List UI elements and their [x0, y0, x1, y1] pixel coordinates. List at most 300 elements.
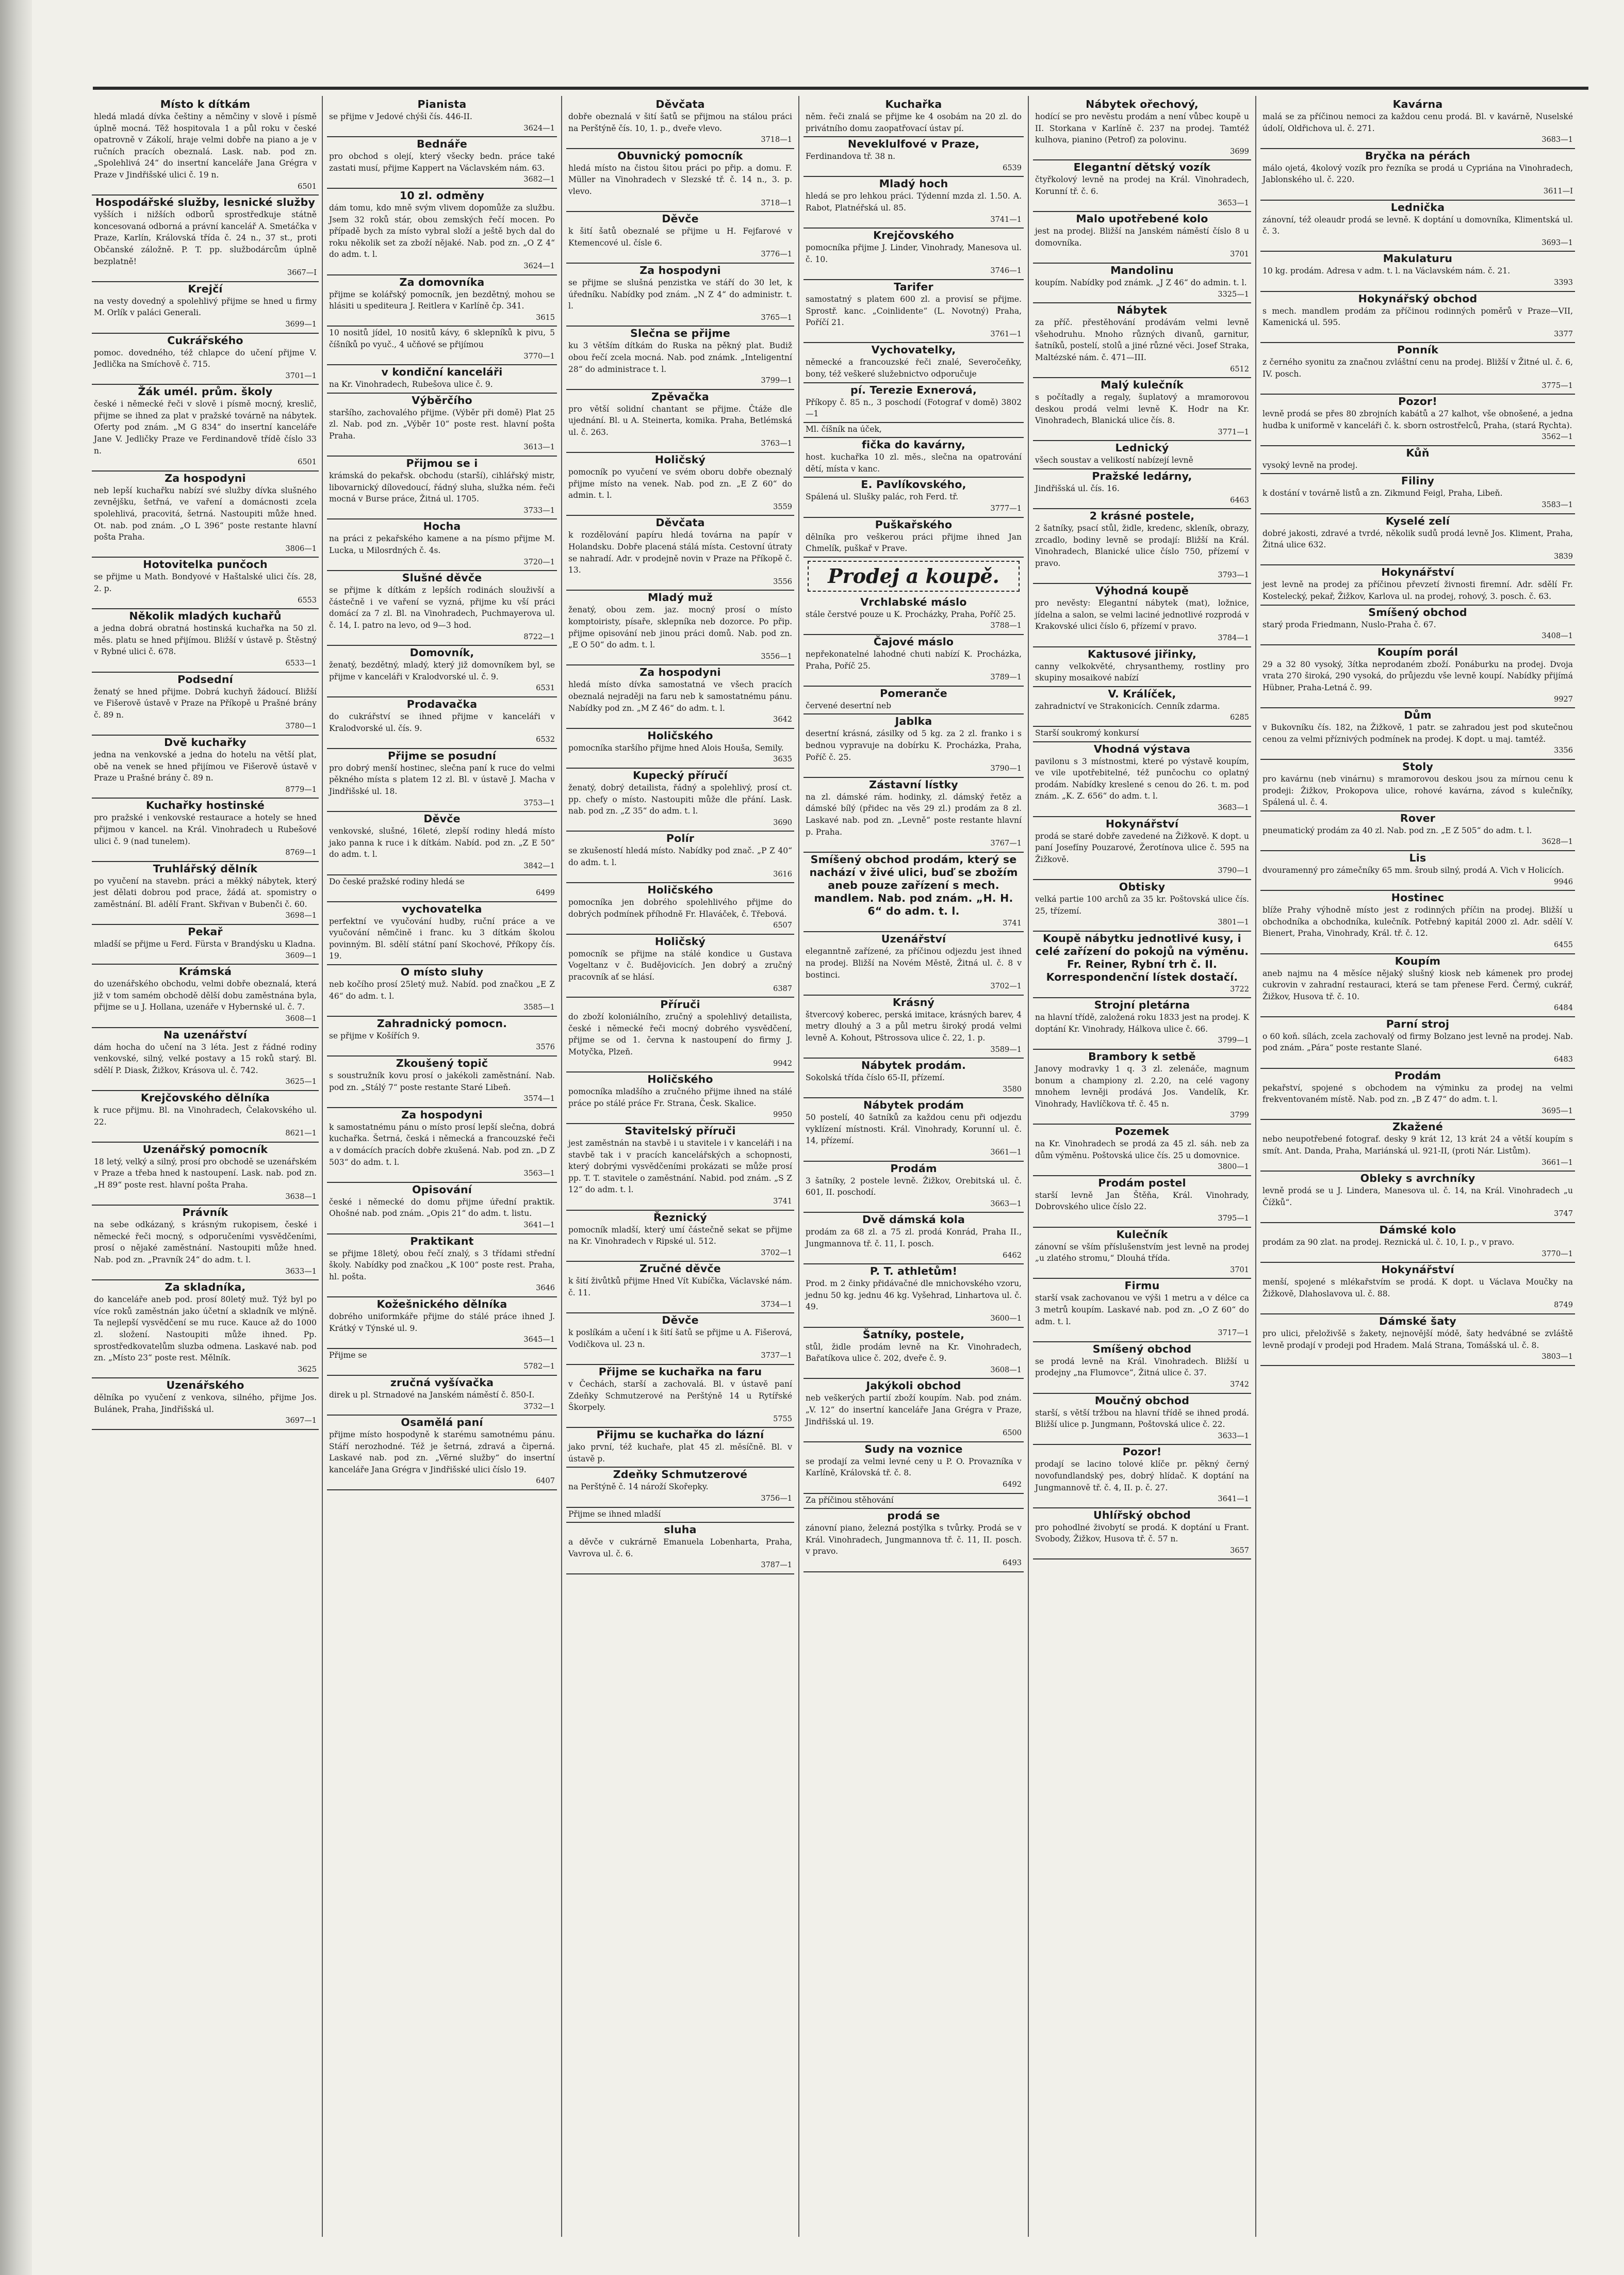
ad-number: 3788—1	[990, 622, 1022, 630]
ad-heading: sluha	[664, 1523, 697, 1536]
classified-ad	[803, 229, 1024, 280]
ad-number: 3753—1	[523, 799, 555, 807]
classified-ad	[566, 884, 794, 935]
ad-text: do kanceláře aneb pod. prosí 80letý muž. Týž byl po více roků zaměstnán jako účetní a skladník ve mlýně. Ta nejlepší vysvědčení se mu ruce. Kauce až do 1000 zl. složení. Nastoupiti může ihned. Pp. sprostředkovatelům sluzba odmena. Laskavé nab. pod zn. „Místo 23“ poste rest. Mělník.	[94, 1295, 317, 1363]
ad-text: Přijme se ihned mladší	[568, 1509, 661, 1519]
classified-ad	[1260, 760, 1575, 811]
ad-number: 3635	[773, 755, 792, 764]
classified-ad	[92, 799, 319, 862]
classified-ad	[327, 572, 557, 646]
classified-ad	[1033, 1509, 1251, 1560]
classified-ad	[1033, 1050, 1251, 1125]
classified-ad	[1260, 1315, 1575, 1366]
ad-text: pro větší solidní chantant se přijme. Čtáže dle ujednání. Bl. u A. Steinerta, komika. Praha, Betlémská ul. č. 263.	[568, 404, 792, 437]
ad-heading: Podsední	[177, 673, 233, 686]
classified-ad	[803, 177, 1024, 229]
ad-number: 3795—1	[1218, 1214, 1249, 1223]
classified-ad	[1033, 648, 1251, 687]
ad-heading: Hokynářský obchod	[1358, 292, 1478, 305]
ad-heading: Brambory k setbě	[1088, 1050, 1196, 1063]
ad-heading: Vychovatelky,	[871, 344, 956, 356]
column-rule	[798, 96, 799, 2237]
ad-heading: Koupím porál	[1377, 645, 1458, 658]
ad-heading: Stoly	[1402, 760, 1434, 773]
ad-number: 3638—1	[285, 1192, 317, 1201]
ad-number: 3741—1	[990, 215, 1022, 224]
ad-text: ženatý, bezdětný, mladý, který již domovníkem byl, se přijme v kanceláři v Kralodvorské ul. č. 9.	[329, 660, 555, 681]
ad-number: 6407	[536, 1477, 555, 1486]
ad-number: 3702—1	[761, 1248, 792, 1257]
ad-text: stůl, židle prodám levně na Kr. Vinohradech, Bařatíkova ulice č. 202, dveře č. 9.	[806, 1342, 1022, 1363]
classified-ad	[327, 394, 557, 457]
classified-ad	[803, 478, 1024, 517]
classified-ad	[92, 965, 319, 1028]
ad-text: na vesty dovedný a spolehlivý přijme se hned u firmy M. Orlík v paláci Generali.	[94, 296, 317, 318]
ad-number: 3803—1	[1541, 1353, 1573, 1361]
classified-ad	[1033, 442, 1251, 469]
ad-text: na hlavní třídě, založená roku 1833 jest na prodej. K doptání Kr. Vinohrady, Hálkova ulice č. 66.	[1035, 1013, 1249, 1034]
ad-text: zánovní, též oleaudr prodá se levně. K doptání u domovníka, Klimentská ul. č. 3.	[1262, 215, 1573, 236]
ad-text: starší vsak zachovanou ve výši 1 metru a v délce ca 3 metrů koupím. Laskavé nab. pod zn. „O Z 60“ do adm. t. l.	[1035, 1293, 1249, 1326]
ad-number: 3600—1	[990, 1314, 1022, 1323]
ad-text: se přijme u Math. Bondyové v Haštalské ulici čís. 28, 2. p.	[94, 572, 317, 593]
ad-text: pomocník mladší, který umí částečně sekat se přijme na Kr. Vinohradech v Ripské ul. 512.	[568, 1225, 792, 1246]
classified-ad	[327, 750, 557, 812]
ad-number: 3633—1	[285, 1267, 317, 1276]
ad-heading: Hotovitelka punčoch	[143, 558, 268, 571]
ad-heading: Za hospodyni	[639, 264, 721, 277]
classified-ad	[1260, 1172, 1575, 1223]
ad-text: ženatý, obou zem. jaz. mocný prosí o místo komptoiristy, písaře, sklepníka neb dozorce. Po přip. přijme opisování neb jinou práci domů. Nab. pod zn. „E O 50“ do adm. t. l.	[568, 605, 792, 650]
classified-ad	[1260, 812, 1575, 851]
classified-ad	[566, 1125, 794, 1211]
classified-ad	[1260, 344, 1575, 395]
classified-ad	[92, 1143, 319, 1206]
classified-ad	[92, 385, 319, 472]
ad-number: 3616	[773, 870, 792, 879]
classified-ad	[803, 636, 1024, 687]
ad-text: neb veškerých partií zboží koupím. Nab. pod znám. „V. 12“ do insertní kanceláře Jana Grégra v Praze, Jindřišská ul. 19.	[806, 1393, 1022, 1426]
classified-ad	[1033, 1125, 1251, 1176]
ad-text: se přijme v Jedové chýši čís. 446-II.	[329, 112, 472, 121]
ad-text: Prod. m 2 činky přidávačné dle mnichovského vzoru, jednu 50 kg. jednu 46 kg. Vyšehrad, Linhartova ul. č. 49.	[806, 1279, 1022, 1312]
ad-number: 3633—1	[1218, 1432, 1249, 1440]
column-3	[566, 98, 794, 2239]
ad-heading: Lednický	[1115, 442, 1169, 454]
ad-text: české i německé řeči v slově i písmě mocný, kreslič, přijme se ihned za plat v pražské továrně na nábytek. Oferty pod znám. „M G 834“ do insertní kanceláře Jane V. Jedličky Praze ve Ferdinandově třídě číslo 33 n.	[94, 399, 317, 456]
ad-text: štvercový koberec, perská imitace, krásných barev, 4 metry dlouhý a 3 a půl metru široký prodá velmi levně A. Kohout, Pštrossova ulice č. 22, 1. p.	[806, 1010, 1022, 1043]
ad-heading: Nábytek prodám	[863, 1099, 964, 1112]
ad-heading: V. Králíček,	[1108, 687, 1176, 700]
ad-text: menší, spojené s mlékařstvím se prodá. K dopt. u Václava Moučky na Žižkově, Dlahoslavova ul. č. 88.	[1262, 1277, 1573, 1298]
ad-number: 3641—1	[1218, 1495, 1249, 1504]
ad-number: 3722	[1230, 985, 1249, 994]
ad-text: z černého syonitu za značnou zvláštní cenu na prodej. Bližší v Žitné ul. č. 6, IV. posch.	[1262, 358, 1573, 379]
ad-text: dobře obeznalá v šití šatů se přijmou na stálou práci na Perštýně čís. 10, 1. p., dveře vlevo.	[568, 112, 792, 133]
ad-text: starý proda Friedmann, Nuslo-Praha č. 67.	[1262, 620, 1436, 629]
ad-heading: E. Pavlíkovského,	[861, 478, 966, 491]
ad-heading: Holičský	[654, 453, 706, 466]
ad-heading: Obleky s avrchníky	[1360, 1172, 1475, 1185]
ad-text: blíže Prahy výhodně místo jest z rodinných příčin na prodej. Bližší u obchodníka a obchodníka, kulečník. Potřebný kapitál 2000 zl. Adr. sdělí V. Bienert, Praha, Vinohrady, Král. tř. č. 12.	[1262, 905, 1573, 938]
ad-number: 3718—1	[761, 136, 792, 144]
ad-text: německé a francouzské řeči znalé, Severočeňky, bony, též veškeré služebnictvo odporučuje	[806, 358, 1022, 379]
classified-ad	[1260, 1263, 1575, 1314]
ad-number: 3611—I	[1543, 187, 1573, 196]
ad-text: zánovní piano, železná postýlka s tvůrky. Prodá se v Král. Vinohradech, Jungmannova tř. č. 11, II. posch. v pravo.	[806, 1523, 1022, 1556]
ad-text: pro pohodlné živobytí se prodá. K doptání u Frant. Svobody, Žižkov, Husova tř. č. 57 n.	[1035, 1522, 1249, 1544]
classified-ad	[566, 1314, 794, 1365]
ad-text: pro nevěsty: Elegantní nábytek (mat), ložnice, jídelna a salon, se velmi laciné jednotlivé rozprodá v Krakovské ulici číslo 6, přízemí v pravo.	[1035, 598, 1249, 631]
ad-number: 6285	[1230, 713, 1249, 722]
ad-number: 3625	[298, 1365, 317, 1374]
ad-number: 6500	[1003, 1429, 1022, 1438]
ad-text: do zboží koloniálního, zručný a spolehlivý detailista, české i německé řeči mocný dobrého vysvědčení, přijme se od 1. června k nastoupení do firmy J. Motyčka, Plzeň.	[568, 1012, 792, 1057]
ad-number: 3747	[1554, 1210, 1573, 1218]
ad-number: 9942	[773, 1059, 792, 1068]
classified-ad	[327, 98, 557, 137]
classified-ad	[803, 518, 1024, 558]
ad-heading: Strojní pletárna	[1094, 999, 1190, 1012]
ad-heading: Krejčí	[188, 282, 223, 295]
ad-heading: Kaktusové jiřinky,	[1087, 647, 1196, 660]
ad-heading: Obtisky	[1119, 880, 1166, 893]
classified-ad	[1033, 727, 1251, 742]
classified-ad	[1033, 379, 1251, 441]
ad-number: 3801—1	[1218, 918, 1249, 927]
ad-number: 3732—1	[523, 1402, 555, 1411]
ad-heading: Výhodná koupě	[1095, 584, 1189, 597]
ad-number: 5782—1	[523, 1362, 555, 1371]
ad-number: 6462	[1003, 1251, 1022, 1260]
classified-ad	[566, 1468, 794, 1507]
ad-heading: prodá se	[887, 1509, 940, 1522]
ad-number: 3608—1	[990, 1366, 1022, 1374]
ad-text: desertní krásná, zásilky od 5 kg. za 2 zl. franko i s bednou vypravuje na dobírku K. Procházka, Praha, Poříč č. 25.	[806, 729, 1022, 762]
ad-text: starší, s větší tržbou na hlavní třídě se ihned prodá. Bližší ulice p. Jungmann, Poštovská ulice č. 22.	[1035, 1408, 1249, 1429]
ad-heading: Nábytek ořechový,	[1086, 98, 1199, 110]
ad-heading: Děvčata	[655, 516, 705, 529]
ad-heading: Smíšený obchod prodám, který se nachází v živé ulici, buď se zbožím aneb pouze zařízení s mech. mandlem. Nab. pod znám. „H. H. 6“ do adm. t. l.	[809, 853, 1018, 917]
ad-text: na sebe odkázaný, s krásným rukopisem, české i německé řeči mocný, s odporučeními vysvědčeními, prosí o nějaké zaměstnání. Nastoupiti může hned. Nab. pod zn. „Pravník 24“ do adm. t. l.	[94, 1220, 317, 1264]
ad-number: 3770—1	[1541, 1249, 1573, 1258]
ad-number: 3775—1	[1541, 381, 1573, 390]
ad-heading: Malý kulečník	[1101, 379, 1184, 392]
ad-text: málo ojetá, 4kolový vozík pro řezníka se prodá u Cypriána na Vinohradech, Jablonského ul. č. 220.	[1262, 163, 1573, 185]
ad-heading: Hostinec	[1391, 891, 1445, 904]
ad-text: neb lepší kuchařku nabízí své služby dívka slušného zevnějšku, šetřná, ve vaření a domácnosti zcela spolehlivá, pracovitá, šetrná. Nastoupiti může hned. Ot. nab. pod znám. „O L 396“ poste restante hlavní pošta Praha.	[94, 485, 317, 542]
classified-ad	[92, 558, 319, 609]
classified-ad	[92, 610, 319, 672]
ad-number: 3683—1	[1218, 803, 1249, 812]
ad-heading: Lis	[1409, 851, 1426, 864]
classified-ad	[566, 1508, 794, 1523]
scan-margin	[0, 0, 32, 2275]
ad-text: Příkopy č. 85 n., 3 poschodí (Fotograf v domě) 3802—1	[806, 397, 1022, 419]
classified-ad	[92, 925, 319, 965]
ad-heading: Děvče	[662, 213, 699, 225]
ad-heading: Kulečník	[1116, 1228, 1168, 1241]
ad-text: se zkušeností hledá místo. Nabídky pod znač. „P Z 40“ do adm. t. l.	[568, 846, 792, 867]
classified-ad	[327, 1057, 557, 1108]
ad-text: čtyřkolový levně na prodej na Král. Vinohradech, Korunní tř. č. 6.	[1035, 175, 1249, 196]
ad-number: 3624—1	[523, 262, 555, 270]
ad-number: 3839	[1554, 552, 1573, 561]
ad-text: dělníka po vyučení z venkova, silného, přijme Jos. Bulánek, Praha, Jindřišská ul.	[94, 1393, 317, 1414]
ad-heading: Jablka	[895, 715, 932, 728]
ad-text: samostatný s platem 600 zl. a provisí se přijme. Sprostř. kanc. „Coinlidente“ (L. Novotný) Praha, Poříčí 21.	[806, 294, 1022, 328]
ad-text: jedna na venkovské a jedna do hotelu na větší plat, obě na venek se hned přijímou ve Fišerově ústavě v Praze u Prašné brány č. 89 n.	[94, 750, 317, 783]
ad-heading: Řeznický	[653, 1211, 707, 1224]
ad-heading: Kůň	[1406, 446, 1430, 459]
ad-text: 29 a 32 80 vysoký, 3ítka neprodaném zboží. Ponáburku na prodej. Dvoja vrata 270 široká, 290 vysoká, do průjezdu vše levně koupí. Nabídky přijímá Hübner, Praha-Letná č. 99.	[1262, 659, 1573, 692]
ad-heading: Děvčata	[655, 98, 705, 110]
ad-heading: Hocha	[423, 520, 461, 533]
ad-text: v Čechách, starší a zachovalá. Bl. v ústavě paní Zdeňky Schmutzerové na Perštýně 14 u Rytířské Škorpely.	[568, 1379, 792, 1412]
ad-number: 9927	[1554, 695, 1573, 704]
ad-number: 3777—1	[990, 505, 1022, 513]
ad-heading: Čajové máslo	[873, 636, 954, 648]
ad-heading: Moučný obchod	[1094, 1394, 1190, 1407]
ad-heading: Tarifer	[894, 280, 933, 293]
ad-heading: Hokynářství	[1381, 1263, 1454, 1276]
classified-ad	[1260, 955, 1575, 1017]
ad-heading: Zkoušený topič	[396, 1057, 488, 1070]
ad-heading: Prodám	[1394, 1069, 1441, 1082]
classified-ad	[1260, 201, 1575, 252]
classified-ad	[566, 264, 794, 327]
classified-ad	[566, 729, 794, 769]
ad-heading: Na uzenářství	[163, 1028, 248, 1041]
classified-ad	[1033, 743, 1251, 817]
ad-number: 3608—1	[285, 1015, 317, 1023]
ad-number: 3628—1	[1541, 838, 1573, 847]
classified-ad	[1260, 447, 1575, 475]
ad-text: hledá mladá dívka češtiny a němčiny v slově i písmě úplně mocná. Těž hospitovala 1 a půl roku v české opatrovně v Zákolí, hraje velmi dobře na piano a je v ručních pracích obeznalá. Lask. nab. pod zn. „Spolehlivá 24“ do insertní kanceláře Jana Grégra v Praze v Jindřišské ulici č. 19 n.	[94, 112, 317, 180]
ad-heading: Elegantní dětský vozík	[1073, 161, 1211, 174]
column-rule	[1255, 96, 1256, 2237]
ad-text: pro pražské i venkovské restaurace a hotely se hned přijmou v kancel. na Král. Vinohradech u Rubešové ulici č. 9 (nad tunelem).	[94, 813, 317, 846]
ad-heading: Smíšený obchod	[1368, 606, 1467, 619]
ad-text: host. kuchařka 10 zl. měs., slečna na opatrování dětí, místa v kanc.	[806, 452, 1022, 474]
ad-heading: Příruči	[660, 998, 700, 1011]
ad-number: 3580	[1003, 1085, 1022, 1094]
ad-text: zahradnictví ve Strakonicích. Cenník zdarma.	[1035, 701, 1220, 711]
ad-text: Spálená ul. Slušky palác, roh Ferd. tř.	[806, 492, 959, 502]
ad-number: 6501	[298, 182, 317, 191]
ad-number: 6501	[298, 458, 317, 467]
ad-heading: vychovatelka	[402, 902, 482, 915]
ad-number: 3741	[773, 1197, 792, 1206]
ad-text: staršího, zachovalého přijme. (Výběr při domě) Plat 25 zl. Nab. pod zn. „Výběr 10“ poste rest. hlavní pošta Praha.	[329, 408, 555, 441]
ad-heading: Bryčka na pérách	[1365, 149, 1470, 162]
ad-number: 3556—1	[761, 652, 792, 661]
classified-ad	[566, 591, 794, 665]
classified-ad	[566, 98, 794, 149]
ad-text: mladší se přijme u Ferd. Fürsta v Brandýsku u Kladna.	[94, 939, 316, 949]
classified-ad	[327, 1183, 557, 1234]
ad-text: po vyučení na stavebn. práci a měkký nábytek, který jest dělati dobrou pod prace, žádá at. spomistry o zaměstnání. Bl. adělí Frant. Skřivan v Bubenči č. 60.	[94, 876, 317, 909]
ad-heading: Místo k dítkám	[160, 98, 251, 110]
ad-heading: Neveklulfové v Praze,	[847, 138, 980, 151]
ad-text: ženatý, dobrý detailista, řádný a spolehlivý, prosí ct. pp. chefy o místo. Nastoupiti může dle přání. Lask. nab. pod zn. „Z 35“ do adm. t. l.	[568, 783, 792, 816]
ad-heading: Mladý hoch	[879, 177, 948, 190]
ad-heading: Kuchařky hostinské	[145, 799, 265, 812]
classified-ad	[803, 1379, 1024, 1442]
ad-text: české i německé do domu přijme úřední praktik. Ohošné nab. pod znám. „Opis 21“ do adm. t. listu.	[329, 1197, 555, 1218]
ad-heading: Smíšený obchod	[1092, 1342, 1192, 1355]
ad-text: 10 kg. prodám. Adresa v adm. t. l. na Václavském nám. č. 21.	[1262, 266, 1511, 276]
ad-number: 3789—1	[990, 673, 1022, 682]
ad-text: jest na prodej. Bližší na Janském náměstí číslo 8 u domovníka.	[1035, 226, 1249, 248]
ad-text: pro kavárnu (neb vinárnu) s mramorovou deskou jsou za mírnou cenu k prodeji: Žižkov, Prokopova ulice, rohové kavárna, závod s kulečníky, Spálená ul. č. 4.	[1262, 774, 1573, 807]
classified-ad	[1260, 252, 1575, 291]
ad-heading: Uzenářský pomocník	[142, 1143, 268, 1156]
classified-ad	[803, 996, 1024, 1059]
ad-text: k dostání v továrně listů a zn. Zikmund Feigl, Praha, Libeň.	[1262, 489, 1503, 498]
ad-number: 6532	[536, 736, 555, 744]
ad-heading: Holičský	[654, 935, 706, 948]
ad-number: 3765—1	[761, 313, 792, 322]
ad-number: 3641—1	[523, 1221, 555, 1229]
ad-number: 3699—1	[285, 320, 317, 329]
ad-heading: Polír	[666, 832, 695, 845]
ad-heading: Pianista	[417, 98, 467, 110]
ad-text: pekařství, spojené s obchodem na výminku za prodej na velmi frekventovaném místě. Nab. pod zn. „B Z 47“ do adm. t. l.	[1262, 1083, 1573, 1104]
classified-ad	[1260, 98, 1575, 149]
ad-text: se přijme se slušná penzistka ve stáří do 30 let, k úředníku. Nabídky pod znám. „N Z 4“ do administr. t. l.	[568, 278, 792, 311]
ad-number: 3613—1	[523, 443, 555, 452]
ad-heading: Několik mladých kuchařů	[129, 610, 282, 623]
ad-text: dám tomu, kdo mně svým vlivem dopomůže za službu. Jsem 32 roků stár, obou zemských řečí mocen. Po případě bych za místo vybral složí a ještě bych dal do roku několik set za zboží nějaké. Nab. pod zn. „O Z 4“ do adm. t. l.	[329, 203, 555, 259]
classified-ad	[1260, 395, 1575, 446]
ad-heading: Mandolinu	[1110, 264, 1174, 277]
ad-text: o 60 koň. sílách, zcela zachovalý od firmy Bolzano jest levně na prodej. Nab. pod znám. „Pára“ poste restante Slané.	[1262, 1031, 1573, 1053]
ad-heading: Přijmu se kuchařka do lázní	[596, 1428, 764, 1441]
ad-number: 3742	[1230, 1380, 1249, 1389]
classified-ad	[803, 1265, 1024, 1327]
ad-text: do uzenářského obchodu, velmi dobře obeznalá, která již v tom samém obchodě dělší dobu zaměstnána byla, přijme se u J. Hollana, uzenáře v Hybernské ul. č. 7.	[94, 979, 317, 1012]
ad-heading: Uzenářského	[166, 1379, 244, 1392]
ad-text: prodám za 90 zlat. na prodej. Reznická ul. č. 10, I. p., v pravo.	[1262, 1238, 1515, 1247]
ad-number: 3790—1	[1218, 867, 1249, 875]
classified-ad	[1033, 584, 1251, 647]
ad-heading: Krámská	[178, 965, 232, 978]
ad-text: Janovy modravky 1 q. 3 zl. zelenáče, magnum bonum a championy zl. 2.20, na celé vagony mnohem levněji prodává Jos. Vandelík, Kr. Vinohrady, Havlíčkova tř. č. 45 n.	[1035, 1064, 1249, 1109]
classified-ad	[327, 327, 557, 365]
ad-number: 8779—1	[285, 785, 317, 794]
ad-heading: Lednička	[1390, 201, 1445, 214]
classified-ad	[803, 778, 1024, 853]
classified-ad	[92, 1379, 319, 1430]
ad-text: k šití šatů obeznalé se přijme u H. Fejfarové v Ktemencové ul. čísle 6.	[568, 226, 792, 248]
ad-heading: Šatníky, postele,	[862, 1328, 965, 1341]
classified-ad	[92, 673, 319, 736]
ad-heading: Ponník	[1397, 344, 1439, 356]
classified-ad	[803, 1443, 1024, 1494]
classified-ad	[1260, 1018, 1575, 1069]
ad-number: 3806—1	[285, 544, 317, 553]
ad-number: 3800—1	[1218, 1163, 1249, 1172]
ad-number: 6455	[1554, 940, 1573, 949]
ad-heading: Holičského	[647, 729, 713, 742]
classified-ad	[566, 150, 794, 212]
ad-heading: Holičského	[647, 884, 713, 897]
ad-heading: Pozor!	[1398, 395, 1437, 408]
classified-ad	[566, 666, 794, 728]
classified-ad	[327, 1416, 557, 1490]
classified-ad	[92, 1092, 319, 1143]
ad-text: aneb najmu na 4 měsíce nějaký slušný kiosk neb kámenek pro prodej cukrovin v zahradní restauraci, která se tam přenese Ferd. Čermý, cukrář, Žižkov, Husova tř. č. 10.	[1262, 968, 1573, 1001]
ad-number: 3661—1	[1541, 1158, 1573, 1167]
ad-text: pomocníka jen dobrého spolehlivého přijme do dobrých podmínek příhodně Fr. Hlaváček, č. Třebová.	[568, 898, 792, 919]
ad-text: neb kočího prosí 25letý muž. Nabíd. pod značkou „E Z 46“ do adm. t. l.	[329, 980, 555, 1001]
ad-heading: Zpěvačka	[651, 390, 709, 403]
ad-text: pomocník po vyučení ve svém oboru dobře obeznalý přijme místo na venek. Nab. pod zn. „E Z 60“ do admin. t. l.	[568, 467, 792, 500]
ad-text: prodají se lacino tolové klíče pr. pěkný černý novofundlandský pes, dobrý hlídač. K doptání na Jungmannově tř. č. 4, II. p. č. 27.	[1035, 1459, 1249, 1492]
ad-heading: Vhodná výstava	[1093, 742, 1191, 755]
ad-text: se přijme k dítkám z lepších rodinách slouživší a částečně i ve vaření se vyzná, přijme ku vší práci domácí za 7 zl. Bl. na Vinohradech, Puchmayerova ul. č. 14, I. patro na levo, od 9—3 hod.	[329, 586, 555, 630]
ad-heading: Pozemek	[1114, 1125, 1170, 1138]
classified-ad	[566, 453, 794, 516]
classified-ad	[327, 189, 557, 275]
ad-number: 6483	[1554, 1055, 1573, 1064]
ad-number: 6387	[773, 984, 792, 993]
ad-heading: Vrchlabské máslo	[860, 595, 967, 608]
classified-ad	[803, 438, 1024, 478]
ad-heading: Praktikant	[410, 1234, 474, 1247]
ad-text: zánovní se vším příslušenstvím jest levně na prodej „u zlatého stromu,“ Dlouhá třída.	[1035, 1242, 1249, 1263]
ad-text: na Perštýně č. 14 nároží Skořepky.	[568, 1482, 709, 1492]
ad-heading: Firmu	[1124, 1279, 1160, 1292]
ad-heading: 2 krásné postele,	[1089, 510, 1195, 523]
classified-ad	[566, 391, 794, 453]
ad-number: 5755	[773, 1415, 792, 1423]
ad-text: pro ulici, přeloživšě s žakety, nejnovější módě, šaty hedvábné se zvláště levně prodají v prodeji pod Hradem. Malá Strana, Tomášská ul. č. 8.	[1262, 1328, 1573, 1350]
ad-text: Starší soukromý konkursí	[1035, 728, 1139, 738]
classified-ad	[92, 334, 319, 385]
classified-ad	[327, 520, 557, 571]
ad-number: 3562—1	[1541, 433, 1573, 442]
ad-number: 3784—1	[1218, 634, 1249, 642]
classified-ad	[1033, 1279, 1251, 1342]
ad-number: 3356	[1554, 746, 1573, 755]
ad-text: stále čerstvé pouze u K. Procházky, Praha, Poříč 25.	[806, 609, 1016, 619]
ad-text: 3 šatníky, 2 postele levně. Žižkov, Orebitská ul. č. 601, II. poschodí.	[806, 1176, 1022, 1197]
classified-ad	[803, 98, 1024, 137]
ad-number: 3625—1	[285, 1078, 317, 1086]
ad-heading: Dvě kuchařky	[164, 736, 247, 749]
classified-ad	[1033, 470, 1251, 509]
classified-ad	[92, 283, 319, 334]
ad-number: 3780—1	[285, 722, 317, 731]
ad-heading: Truhlářský dělník	[153, 862, 258, 875]
ad-number: 3645—1	[523, 1336, 555, 1344]
ad-text: nepřekonatelné lahodné chuti nabízí K. Procházka, Praha, Poříč 25.	[806, 649, 1022, 671]
ad-text: Přijme se	[329, 1350, 367, 1360]
classified-ad	[803, 933, 1024, 995]
classified-ad	[327, 1350, 557, 1376]
ad-heading: Cukrářského	[167, 334, 243, 347]
classified-ad	[1033, 688, 1251, 727]
ad-number: 3585—1	[523, 1003, 555, 1012]
classified-ad	[92, 1029, 319, 1091]
classified-ad	[92, 736, 319, 799]
ad-text: se přijme 18letý, obou řečí znalý, s 3 třídami střední školy. Nabídky pod značkou „K 100“ poste rest. Praha, hl. pošta.	[329, 1248, 555, 1281]
ad-text: dám hocha do učení na 3 léta. Jest z řádné rodiny venkovské, silný, velké postavy a 15 roků starý. Bl. sdělí P. Diask, Žižkov, Krásova ul. č. 742.	[94, 1042, 317, 1075]
ad-text: pavilonu s 3 místnostmi, které po výstavě koupím, ve vile upotřebitelné, též punčochu co oplatný prodám. Nabídky kreslené s cenou do 26. t. m. pod znám. „K. Z. 656“ do adm. t. l.	[1035, 756, 1249, 801]
classified-ad	[92, 1206, 319, 1280]
